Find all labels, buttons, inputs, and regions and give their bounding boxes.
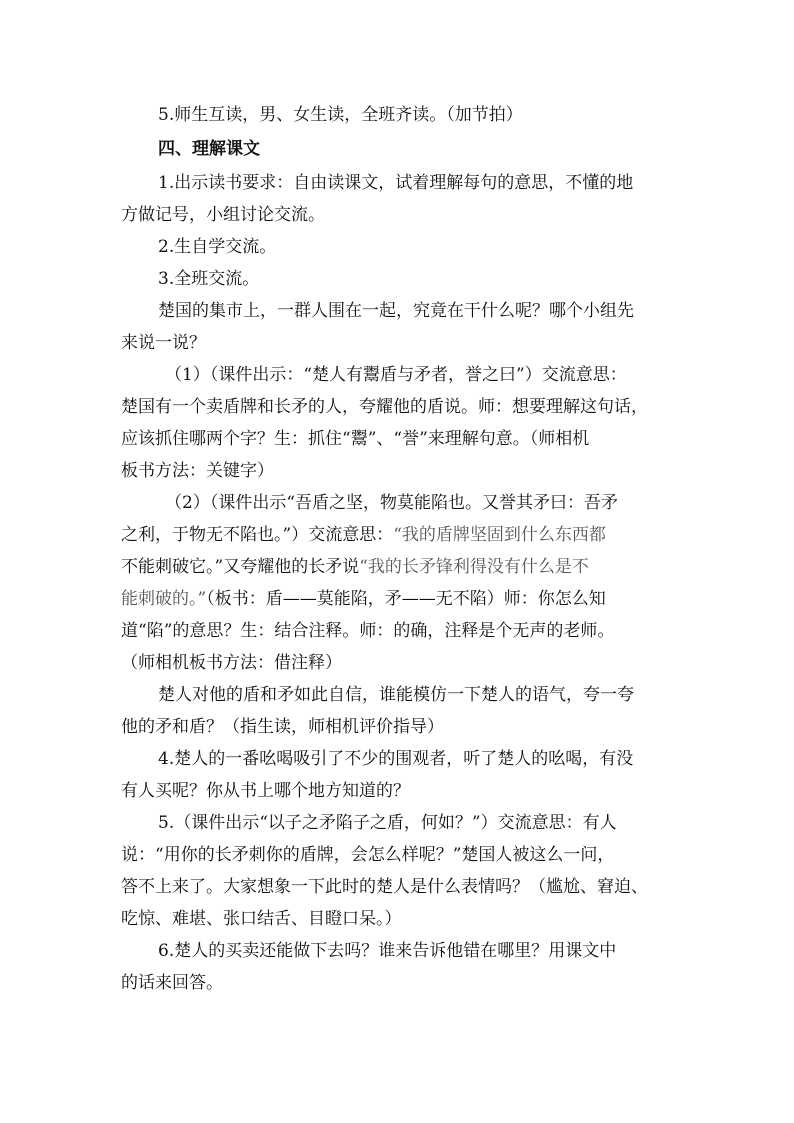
paragraph-line: 答不上来了。大家想象一下此时的楚人是什么表情吗？（尴尬、窘迫、 <box>121 877 648 897</box>
paragraph-line: 方做记号，小组讨论交流。 <box>121 205 325 225</box>
paragraph-line: 3.全班交流。 <box>158 269 260 289</box>
section-heading: 四、理解课文 <box>158 139 260 159</box>
quoted-text: 能刺破的。” <box>121 589 207 609</box>
paragraph-line: 应该抓住哪两个字？生：抓住“鬻”、“誉”来理解句意。（师相机 <box>121 429 590 449</box>
paragraph-line: 楚国有一个卖盾牌和长矛的人，夸耀他的盾说。师：想要理解这句话， <box>121 397 648 417</box>
paragraph-line: （2）（课件出示“吾盾之坚，物莫能陷也。又誉其矛曰：吾矛 <box>165 493 619 513</box>
paragraph-line: 2.生自学交流。 <box>158 237 277 257</box>
paragraph-line: （1）（课件出示：“楚人有鬻盾与矛者，誉之曰”）交流意思： <box>165 365 627 385</box>
paragraph-line: 他的矛和盾？（指生读，师相机评价指导） <box>121 717 444 737</box>
quoted-text: “我的盾牌坚固到什么东西都 <box>393 525 606 545</box>
paragraph-line <box>121 586 691 612</box>
paragraph-line: 楚国的集市上，一群人围在一起，究竟在干什么呢？哪个小组先 <box>158 301 634 321</box>
paragraph-line: 5.师生互读，男、女生读，全班齐读。（加节拍） <box>158 105 523 125</box>
paragraph-line: （师相机板书方法：借注释） <box>121 653 342 673</box>
paragraph-line: 有人买呢？你从书上哪个地方知道的？ <box>121 781 410 801</box>
paragraph-line: 4.楚人的一番吆喝吸引了不少的围观者，听了楚人的吆喝，有没 <box>158 749 634 769</box>
line-text: 不能刺破它。”又夸耀他的长矛说 <box>121 557 360 577</box>
paragraph-line: 来说一说？ <box>121 333 206 353</box>
paragraph-line: 的话来回答。 <box>121 973 223 993</box>
paragraph-line <box>121 522 691 548</box>
line-text: 之利，于物无不陷也。”）交流意思： <box>121 525 394 545</box>
paragraph-line: 板书方法：关键字） <box>121 461 274 481</box>
paragraph-line: 说：“用你的长矛刺你的盾牌，会怎么样呢？”楚国人被这么一问， <box>121 845 615 865</box>
paragraph-line: 5.（课件出示“以子之矛陷子之盾，何如？”）交流意思：有人 <box>158 813 617 833</box>
paragraph-line: 道“陷”的意思？生：结合注释。师：的确，注释是个无声的老师。 <box>121 621 615 641</box>
paragraph-line: 楚人对他的盾和矛如此自信，谁能模仿一下楚人的语气，夸一夸 <box>158 685 634 705</box>
quoted-text: “我的长矛锋利得没有什么是不 <box>359 557 589 577</box>
paragraph-line: 吃惊、难堪、张口结舌、目瞪口呆。） <box>121 909 402 929</box>
paragraph-line: 6.楚人的买卖还能做下去吗？谁来告诉他错在哪里？用课文中 <box>158 941 617 961</box>
line-text: （板书：盾——莫能陷，矛——无不陷）师：你怎么知 <box>206 589 606 609</box>
paragraph-line <box>121 554 691 580</box>
paragraph-line: 1.出示读书要求：自由读课文，试着理解每句的意思，不懂的地 <box>158 173 634 193</box>
